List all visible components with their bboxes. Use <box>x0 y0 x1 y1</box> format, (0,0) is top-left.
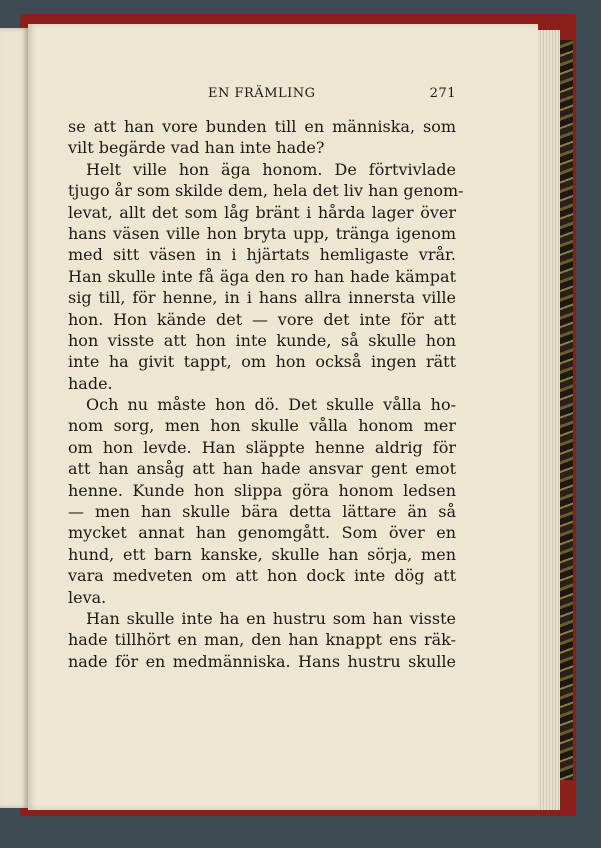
text-line: Helt ville hon äga honom. De förtvivlade <box>86 159 456 179</box>
page-header <box>68 86 456 106</box>
text-line: Han skulle inte ha en hustru som han visste <box>86 608 456 628</box>
text-line: se att han vore bunden till en människa, som <box>68 117 456 136</box>
text-line: Han skulle inte få äga den ro han hade kämpat <box>68 266 456 286</box>
text-line: inte ha givit tappt, om hon också ingen rätt <box>68 352 456 372</box>
text-line: levat, allt det som låg bränt i hårda lager över <box>68 202 456 222</box>
text-line: sig till, för henne, in i hans allra innersta ville <box>68 288 456 308</box>
text-line: hund, ett barn kanske, skulle han sörja, men <box>68 544 456 564</box>
text-line: hade tillhört en man, den han knappt ens räk- <box>68 630 456 650</box>
page-number: 271 <box>429 86 456 101</box>
text-line: med sitt väsen in i hjärtats hemligaste vrår. <box>68 245 456 265</box>
text-line: — men han skulle bära detta lättare än så <box>68 502 456 522</box>
text-line: vara medveten om att hon dock inte dög att <box>68 566 456 586</box>
text-line: hans väsen ville hon bryta upp, tränga igenom <box>68 223 456 243</box>
body-text <box>68 116 464 672</box>
text-line: nade för en medmänniska. Hans hustru skulle <box>68 651 456 671</box>
text-line: om hon levde. Han släppte henne aldrig för <box>68 437 456 457</box>
text-line: henne. Kunde hon slippa göra honom ledsen <box>68 480 456 500</box>
left-page-edge <box>0 28 28 808</box>
text-line: leva. <box>68 587 107 607</box>
text-line: att han ansåg att han hade ansvar gent emot <box>68 459 456 479</box>
text-line: vilt begärde vad han inte hade? <box>68 138 325 158</box>
text-line: hon. Hon kände det — vore det inte för att <box>68 309 456 329</box>
text-line: mycket annat han genomgått. Som över en <box>68 523 456 543</box>
text-line: tjugo år som skilde dem, hela det liv han genom- <box>68 181 464 201</box>
text-line: nom sorg, men hon skulle vålla honom mer <box>68 416 456 436</box>
running-title: EN FRÄMLING <box>208 86 316 101</box>
text-line: hade. <box>68 373 113 393</box>
text-line: hon visste att hon inte kunde, så skulle hon <box>68 330 456 350</box>
text-line: Och nu måste hon dö. Det skulle vålla ho- <box>86 395 456 415</box>
